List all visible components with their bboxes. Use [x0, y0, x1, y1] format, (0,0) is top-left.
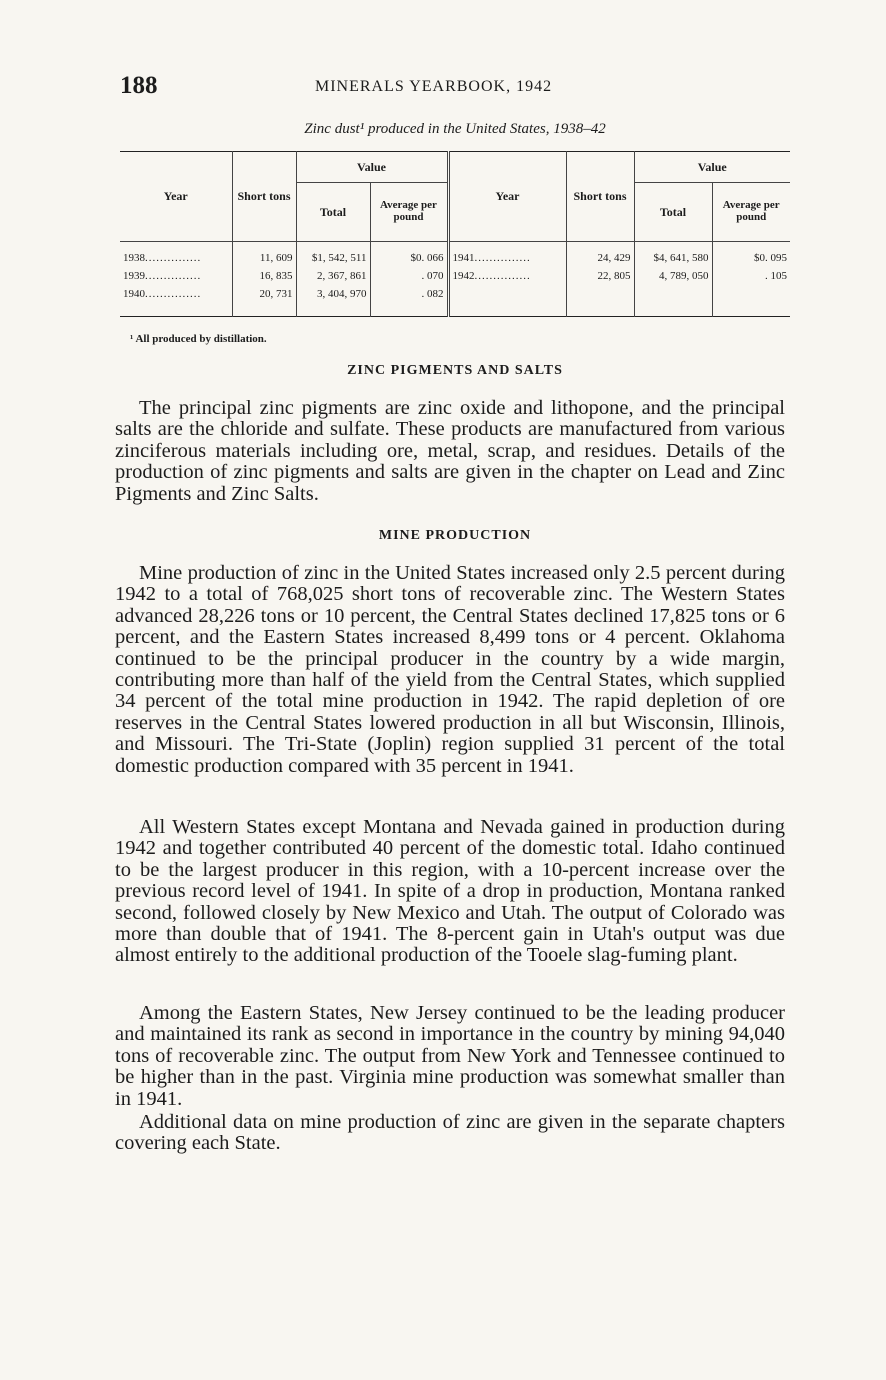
col-short-tons-left: Short tons — [232, 152, 296, 242]
paragraph: The principal zinc pigments are zinc oxide and lithopone, and the principal salts are the chloride and sulfate. These products are manufactured from various zinciferous materials including ore, metal, scrap, and residues. Details of the production of zinc pigments and salts are given in the chapter on Lead and Zinc Pigments and Zinc Salts. — [115, 397, 785, 505]
row-year-left: 1939............... — [123, 270, 202, 283]
row-total-left: 3, 404, 970 — [296, 286, 370, 317]
col-total-right: Total — [634, 183, 712, 242]
col-avg-left: Average per pound — [370, 183, 448, 242]
row-year-right: 1942............... — [448, 268, 566, 286]
running-title: MINERALS YEARBOOK, 1942 — [315, 78, 553, 95]
row-avg-left: . 082 — [370, 286, 448, 317]
section-heading-zinc-pigments: ZINC PIGMENTS AND SALTS — [347, 363, 563, 378]
row-tons-left: 16, 835 — [232, 268, 296, 286]
row-total-right: 4, 789, 050 — [634, 268, 712, 286]
row-tons-right: 22, 805 — [566, 268, 634, 286]
row-tons-left: 20, 731 — [232, 286, 296, 317]
paragraph: Among the Eastern States, New Jersey continued to be the leading producer and maintained its rank as second in importance in the country by mining 94,040 tons of recoverable zinc. The output from New York and Tennessee continued to be higher than in the past. Virginia mine production was somewhat smaller than in 1941. — [115, 1002, 785, 1110]
row-tons-right — [566, 286, 634, 317]
table-row — [120, 286, 790, 317]
row-year-left: 1940............... — [123, 288, 202, 301]
row-avg-right: . 105 — [712, 268, 790, 286]
row-tons-left: 11, 609 — [232, 242, 296, 269]
row-year-right: 1941............... — [448, 242, 566, 269]
table-footnote: ¹ All produced by distillation. — [130, 333, 267, 345]
col-year-left: Year — [120, 152, 232, 242]
table-row — [120, 268, 790, 286]
table-title: Zinc dust¹ produced in the United States, 1938–42 — [304, 121, 606, 137]
row-avg-right: $0. 095 — [712, 242, 790, 269]
row-year-left: 1938............... — [123, 252, 202, 265]
row-year-right — [448, 286, 566, 317]
row-tons-right: 24, 429 — [566, 242, 634, 269]
row-avg-left: . 070 — [370, 268, 448, 286]
page-number: 188 — [120, 72, 158, 99]
page-header — [120, 72, 790, 102]
row-total-left: $1, 542, 511 — [296, 242, 370, 269]
col-short-tons-right: Short tons — [566, 152, 634, 242]
table-row — [120, 242, 790, 269]
col-value-left: Value — [296, 152, 448, 183]
col-value-right: Value — [634, 152, 790, 183]
paragraph: Mine production of zinc in the United States increased only 2.5 percent during 1942 to a total of 768,025 short tons of recoverable zinc. The Western States advanced 28,226 tons or 10 percent, the Central States declined 17,825 tons or 6 percent, and the Eastern States increased 8,499 tons or 4 percent. Oklahoma continued to be the principal producer in the country by a wide margin, contributing more than half of the yield from the Central States, which supplied 34 percent of the total mine production in 1942. The rapid depletion of ore reserves in the Central States lowered production in all but Wisconsin, Illinois, and Missouri. The Tri-State (Joplin) region supplied 31 percent of the total domestic production compared with 35 percent in 1941. — [115, 562, 785, 777]
section-heading-mine-production: MINE PRODUCTION — [378, 528, 532, 543]
row-total-right — [634, 286, 712, 317]
row-total-left: 2, 367, 861 — [296, 268, 370, 286]
col-avg-right: Average per pound — [712, 183, 790, 242]
row-avg-left: $0. 066 — [370, 242, 448, 269]
paragraph: Additional data on mine production of zinc are given in the separate chapters covering each State. — [115, 1111, 785, 1155]
col-year-right: Year — [448, 152, 566, 242]
paragraph: All Western States except Montana and Nevada gained in production during 1942 and together contributed 40 percent of the domestic total. Idaho continued to be the largest producer in this region, with a 10-percent increase over the previous record level of 1941. In spite of a drop in production, Montana ranked second, followed closely by New Mexico and Utah. The output of Colorado was more than double that of 1941. The 8-percent gain in Utah's output was due almost entirely to the additional production of the Tooele slag-fuming plant. — [115, 816, 785, 967]
col-total-left: Total — [296, 183, 370, 242]
row-total-right: $4, 641, 580 — [634, 242, 712, 269]
row-avg-right — [712, 286, 790, 317]
zinc-dust-table — [120, 151, 790, 317]
